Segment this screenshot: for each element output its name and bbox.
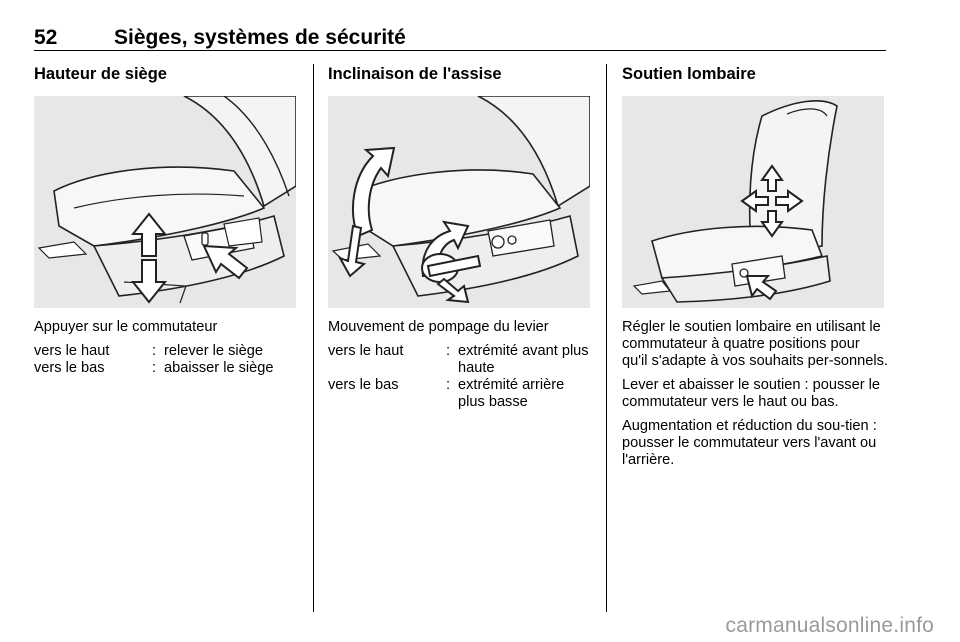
definition-desc: extrémité avant plus haute xyxy=(458,343,589,376)
definition-separator: : xyxy=(152,360,157,376)
seat-height-drawing xyxy=(34,96,296,308)
definition-row xyxy=(328,343,594,377)
seat-tilt-text xyxy=(328,319,594,411)
definition-row xyxy=(328,377,594,411)
chapter-title: Sièges, systèmes de sécurité xyxy=(114,26,406,49)
definition-desc: abaisser le siège xyxy=(164,360,274,376)
seat-tilt-illustration xyxy=(328,96,590,308)
seat-height-text xyxy=(34,319,300,377)
section-lumbar-support xyxy=(622,64,888,468)
lumbar-support-drawing xyxy=(622,96,884,308)
column-divider-2 xyxy=(606,64,607,612)
lumbar-support-text xyxy=(622,319,888,476)
lumbar-paragraph-1: Régler le soutien lombaire en utilisant le commutateur à quatre positions pour qu'il s'adapte à vos souhaits per-sonnels. xyxy=(622,319,888,369)
seat-tilt-definitions xyxy=(328,343,594,411)
section-title-seat-height: Hauteur de siège xyxy=(34,65,167,83)
seat-height-illustration xyxy=(34,96,296,308)
seat-height-definitions xyxy=(34,343,300,377)
definition-term: vers le bas xyxy=(34,360,105,376)
lumbar-paragraph-2: Lever et abaisser le soutien : pousser le commutateur vers le haut ou bas. xyxy=(622,377,880,410)
definition-desc: extrémité arrière plus basse xyxy=(458,377,565,410)
watermark: carmanualsonline.info xyxy=(725,614,934,637)
definition-term: vers le bas xyxy=(328,377,399,393)
definition-term: vers le haut xyxy=(34,343,110,359)
definition-desc: relever le siège xyxy=(164,343,263,359)
lumbar-support-illustration xyxy=(622,96,884,308)
definition-row xyxy=(34,343,300,360)
section-title-seat-tilt: Inclinaison de l'assise xyxy=(328,65,502,83)
section-seat-height xyxy=(34,64,298,376)
definition-separator: : xyxy=(446,343,451,359)
page-header xyxy=(34,26,886,51)
section-title-lumbar-support: Soutien lombaire xyxy=(622,65,756,83)
definition-separator: : xyxy=(152,343,157,359)
seat-height-intro: Appuyer sur le commutateur xyxy=(34,319,218,335)
definition-row xyxy=(34,360,300,377)
page-number: 52 xyxy=(34,26,58,49)
seat-tilt-intro: Mouvement de pompage du levier xyxy=(328,319,549,335)
seat-tilt-drawing xyxy=(328,96,590,308)
column-divider-1 xyxy=(313,64,314,612)
definition-separator: : xyxy=(446,377,451,393)
definition-term: vers le haut xyxy=(328,343,404,359)
lumbar-paragraph-3: Augmentation et réduction du sou-tien : pousser le commutateur vers l'avant ou l'arrière. xyxy=(622,418,877,468)
section-seat-tilt xyxy=(328,64,592,410)
